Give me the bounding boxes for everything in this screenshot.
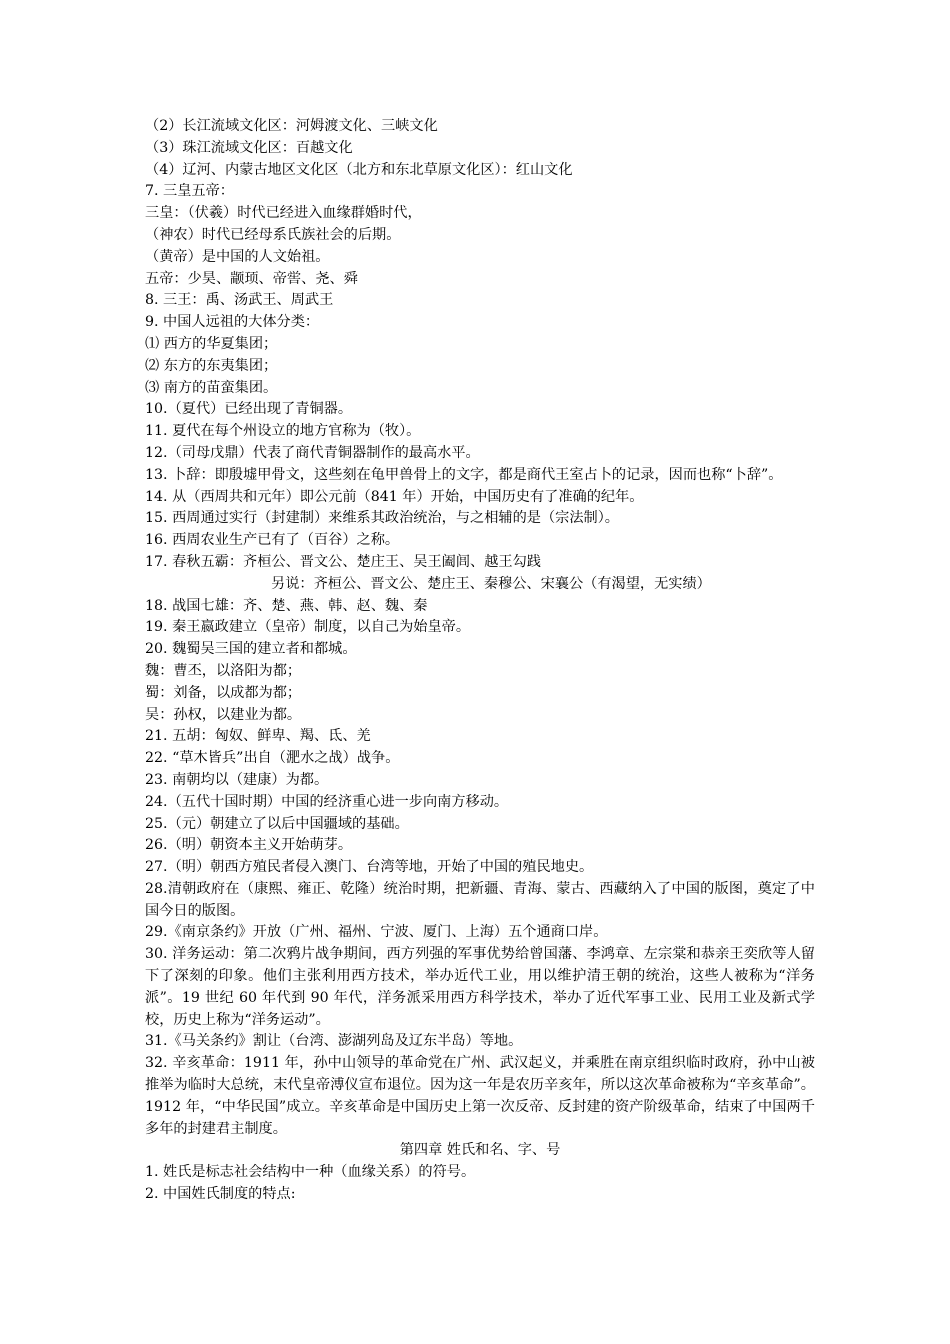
text-line: （2）长江流域文化区：河姆渡文化、三峡文化: [145, 118, 438, 134]
text-line: （黄帝）是中国的人文始祖。: [145, 248, 330, 265]
text-line: 12.（司母戊鼎）代表了商代青铜器制作的最高水平。: [145, 444, 480, 461]
text-paragraph: 28.清朝政府在（康熙、雍正、乾隆）统治时期，把新疆、青海、蒙古、西藏纳入了中国的版图，奠定了中国今日的版图。: [145, 880, 815, 919]
text-line: 29.《南京条约》开放（广州、福州、宁波、厦门、上海）五个通商口岸。: [145, 924, 608, 941]
text-line: 魏：曹丕，以洛阳为都；: [145, 662, 302, 679]
chapter-heading: 第四章 姓氏和名、字、号: [399, 1142, 561, 1159]
text-line: 24.（五代十国时期）中国的经济重心进一步向南方移动。: [145, 793, 509, 810]
text-line: 21. 五胡：匈奴、鲜卑、羯、氐、羌: [145, 728, 371, 745]
text-line: 17. 春秋五霸：齐桓公、晋文公、楚庄王、吴王阖闾、越王勾践: [145, 553, 541, 570]
text-line: 16. 西周农业生产已有了（百谷）之称。: [145, 532, 400, 549]
text-line: 31.《马关条约》割让（台湾、澎湖列岛及辽东半岛）等地。: [145, 1033, 523, 1050]
text-line: 9. 中国人远祖的大体分类：: [145, 314, 320, 331]
text-line: （神农）时代已经母系氏族社会的后期。: [145, 226, 401, 243]
text-line: ⑴ 西方的华夏集团；: [145, 335, 278, 352]
document-page: [145, 116, 815, 1206]
text-paragraph: 32. 辛亥革命：1911 年，孙中山领导的革命党在广州、武汉起义，并乘胜在南京组织临时政府，孙中山被推举为临时大总统，末代皇帝溥仪宣布退位。因为这一年是农历辛亥年，所以这次革命被称为“辛亥革命”。1912 年，“中华民国”成立。辛亥革命是中国历史上第一次反帝、反封建的资产阶级革命，结束了中国两千多年的封建君主制度。: [145, 1055, 815, 1137]
text-line: 10.（夏代）已经出现了青铜器。: [145, 401, 353, 418]
text-line: （4）辽河、内蒙古地区文化区（北方和东北草原文化区）：红山文化: [145, 161, 573, 178]
text-line: 15. 西周通过实行（封建制）来维系其政治统治，与之相辅的是（宗法制）。: [145, 510, 619, 527]
text-line: 1. 姓氏是标志社会结构中一种（血缘关系）的符号。: [145, 1164, 476, 1181]
text-line: 2. 中国姓氏制度的特点:: [145, 1186, 296, 1203]
text-line: ⑶ 南方的苗蛮集团。: [145, 379, 278, 396]
text-line-indented: 另说：齐桓公、晋文公、楚庄王、秦穆公、宋襄公（有渴望，无实绩）: [271, 575, 711, 592]
text-line: 14. 从（西周共和元年）即公元前（841 年）开始，中国历史有了准确的纪年。: [145, 488, 644, 505]
text-line: 五帝：少昊、颛顼、帝喾、尧、舜: [145, 270, 358, 287]
text-line: 吴：孙权，以建业为都。: [145, 706, 302, 723]
text-line: 三皇：（伏羲）时代已经进入血缘群婚时代，: [145, 205, 422, 222]
text-line: 20. 魏蜀吴三国的建立者和都城。: [145, 641, 357, 658]
text-line: 8. 三王：禹、汤武王、周武王: [145, 292, 334, 309]
text-line: 18. 战国七雄：齐、楚、燕、韩、赵、魏、秦: [145, 597, 428, 614]
text-line: 26.（明）朝资本主义开始萌芽。: [145, 837, 353, 854]
text-line: 蜀：刘备，以成都为都；: [145, 684, 302, 701]
text-line: （3）珠江流域文化区：百越文化: [145, 139, 353, 156]
text-line: 22. “草木皆兵”出自（淝水之战）战争。: [145, 750, 400, 767]
text-line: 23. 南朝均以（建康）为都。: [145, 771, 329, 788]
text-paragraph: 30. 洋务运动：第二次鸦片战争期间，西方列强的军事优势给曾国藩、李鸿章、左宗棠和恭亲王奕欣等人留下了深刻的印象。他们主张利用西方技术，举办近代工业，用以维护清王朝的统治，这些人被称为“洋务派”。19 世纪 60 年代到 90 年代，洋务派采用西方科学技术，举办了近代军事工业、民用工业及新式学校，历史上称为“洋务运动”。: [145, 946, 815, 1028]
text-line: 19. 秦王嬴政建立（皇帝）制度，以自己为始皇帝。: [145, 619, 471, 636]
text-line: 25.（元）朝建立了以后中国疆域的基础。: [145, 815, 409, 832]
text-line: 27.（明）朝西方殖民者侵入澳门、台湾等地，开始了中国的殖民地史。: [145, 859, 594, 876]
text-line: 7. 三皇五帝：: [145, 183, 234, 200]
text-paragraph: 13. 卜辞：即殷墟甲骨文，这些刻在龟甲兽骨上的文字，都是商代王室占卜的记录，因而也称“卜辞”。: [145, 466, 783, 483]
text-line: ⑵ 东方的东夷集团；: [145, 357, 278, 374]
text-line: 11. 夏代在每个州设立的地方官称为（牧）。: [145, 423, 421, 440]
